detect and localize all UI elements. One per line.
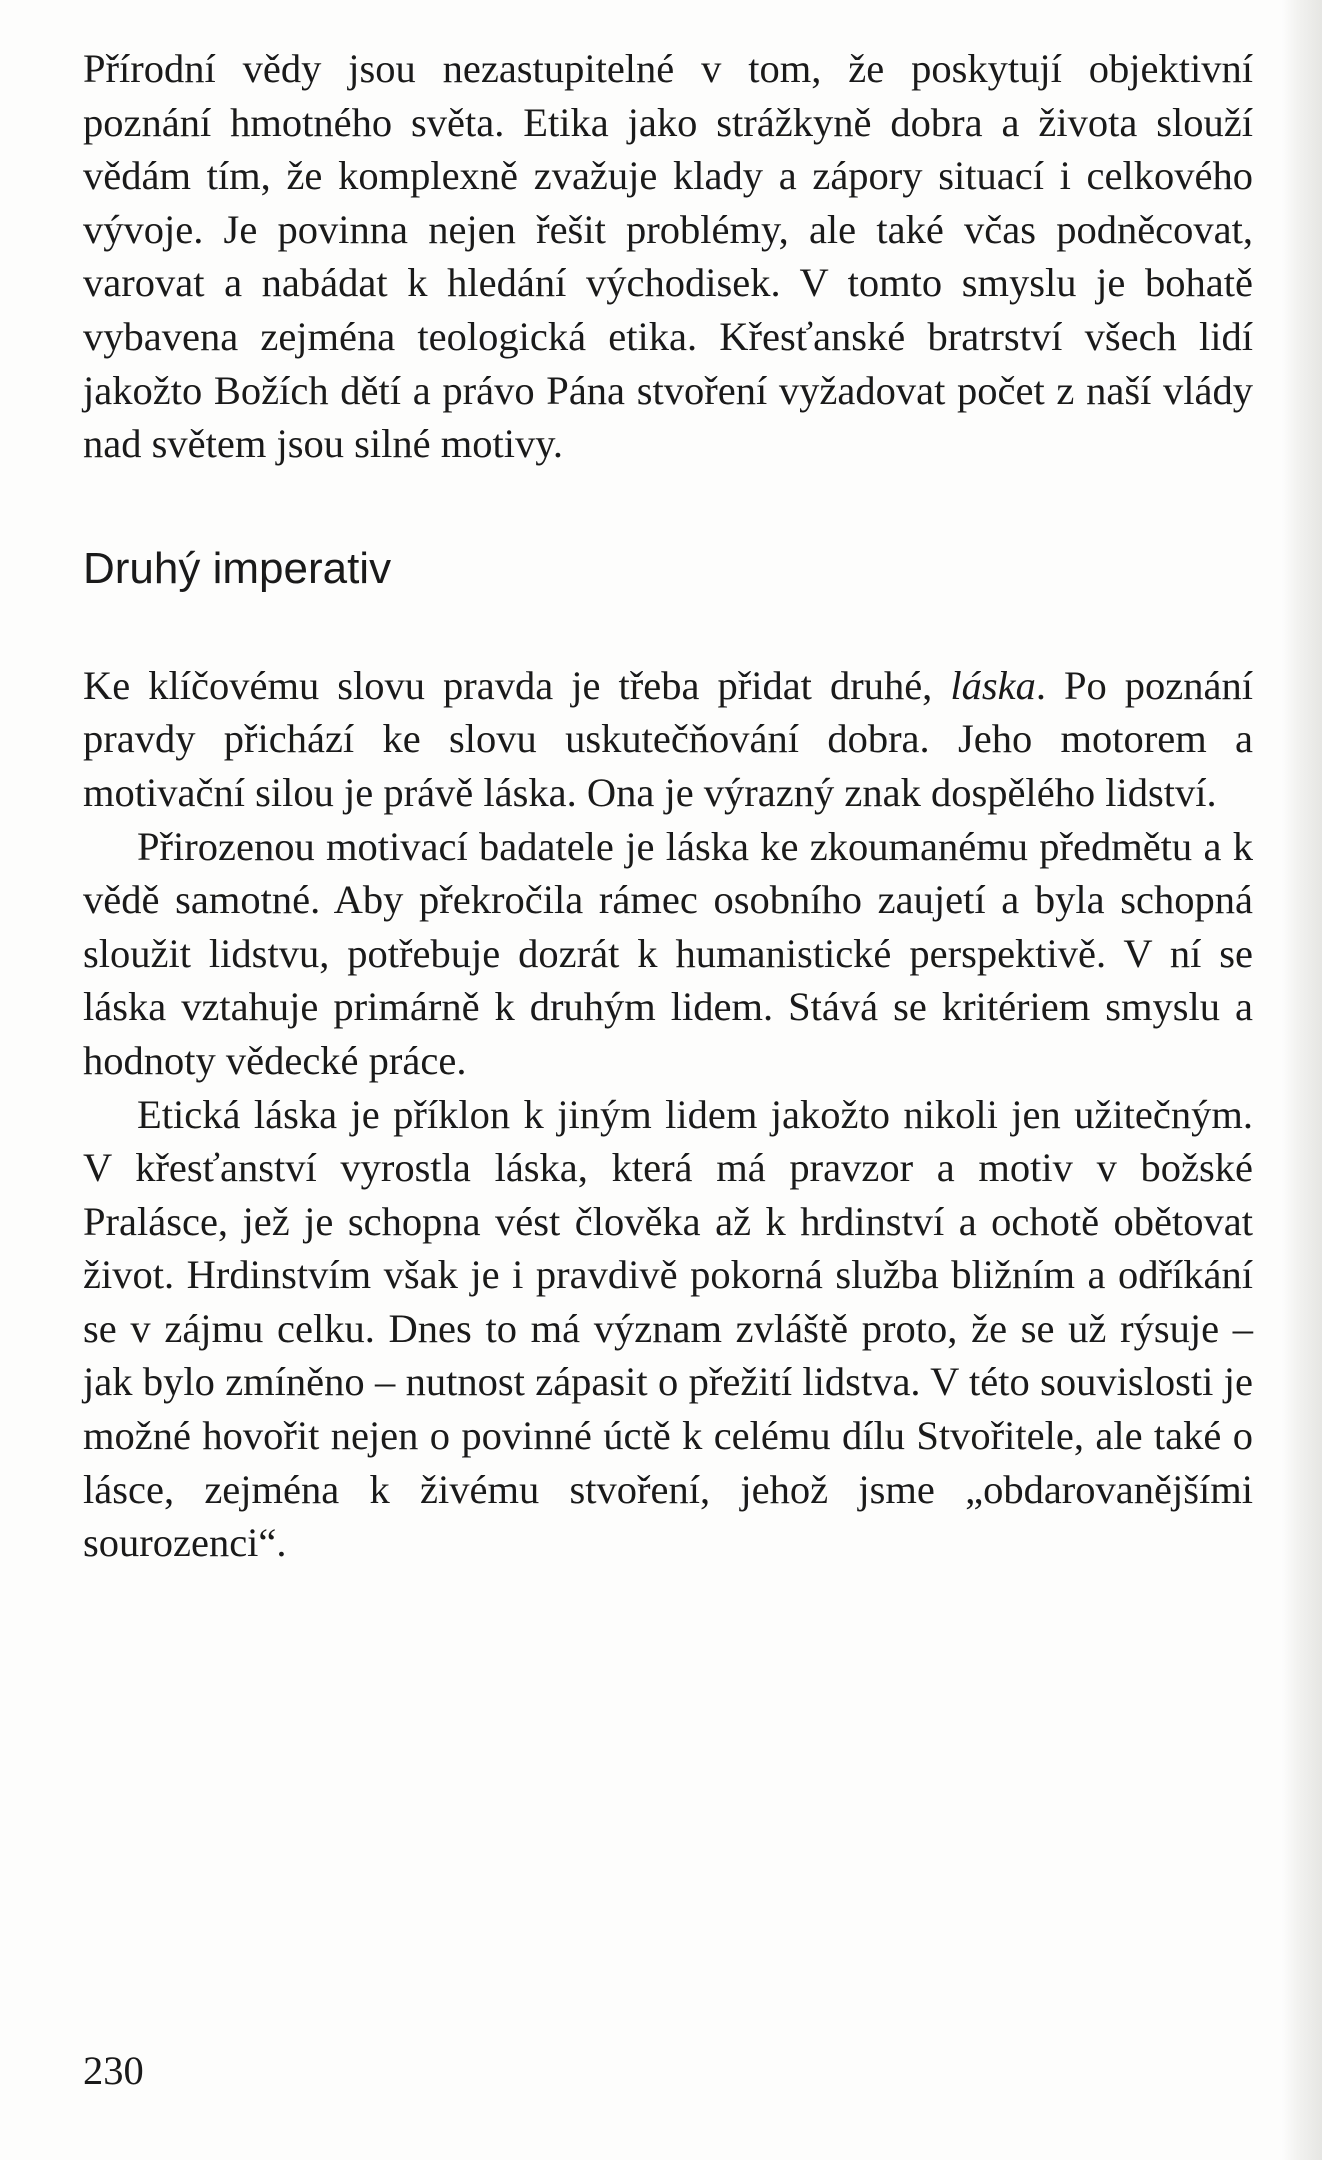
page-number: 230: [83, 2048, 144, 2093]
paragraph-1-text-start: Ke klíčovému slovu pravda je třeba přidat druhé,: [83, 662, 951, 708]
paragraph-1: [83, 659, 1253, 820]
paragraph-1-text-end: . Po poznání pravdy přichází ke slovu uskutečňování dobra. Jeho motorem a motivační silou je právě láska. Ona je výrazný znak dospělého lidství.: [83, 662, 1254, 815]
intro-paragraph: Přírodní vědy jsou nezastupitelné v tom, že poskytují objektivní poznání hmotného světa. Etika jako strážkyně dobra a života slouží vědám tím, že komplexně zvažuje klady a zápory situací i celkového vývoje. Je povinna nejen řešit problémy, ale také včas podněcovat, varovat a nabádat k hledání východisek. V tomto smyslu je bohatě vybavena zejména teologická etika. Křesťanské bratrství všech lidí jakožto Božích dětí a právo Pána stvoření vyžadovat počet z naší vlády nad světem jsou silné motivy.: [83, 46, 1253, 467]
paragraph-1-italic-word: láska: [950, 662, 1036, 708]
page-edge-shadow: [1282, 0, 1322, 2160]
section-heading: Druhý imperativ: [83, 543, 392, 593]
paragraph-2: Přirozenou motivací badatele je láska ke zkoumanému předmětu a k vědě samotné. Aby překročila rámec osobního zaujetí a byla schopná sloužit lidstvu, potřebuje dozrát k humanistické perspektivě. V ní se láska vztahuje primárně k druhým lidem. Stává se kritériem smyslu a hodnoty vědecké práce.: [83, 823, 1253, 1083]
paragraph-3: Etická láska je příklon k jiným lidem jakožto nikoli jen užitečným. V křesťanství vyrostla láska, která má pravzor a motiv v božské Pralásce, jež je schopna vést člověka až k hrdinství a ochotě obětovat život. Hrdinstvím však je i pravdivě pokorná služba bližním a odříkání se v zájmu celku. Dnes to má význam zvláště proto, že se už rýsuje – jak bylo zmíněno – nutnost zápasit o přežití lidstva. V této souvislosti je možné hovořit nejen o povinné úctě k celému dílu Stvořitele, ale také o lásce, zejména k živému stvoření, jehož jsme „obdarovanějšími sourozenci“.: [83, 1091, 1253, 1566]
book-page: [83, 42, 1253, 1570]
